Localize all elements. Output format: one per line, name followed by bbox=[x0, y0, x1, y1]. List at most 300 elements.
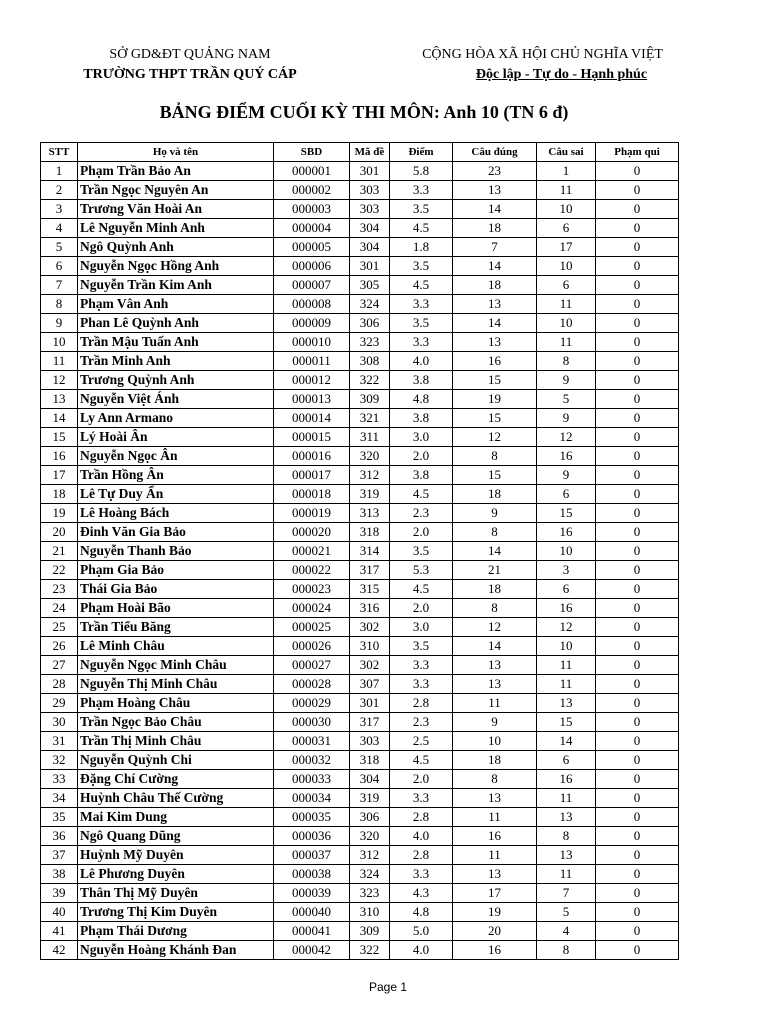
cell-violation: 0 bbox=[596, 561, 679, 580]
cell-score: 4.3 bbox=[390, 884, 453, 903]
cell-sbd: 000041 bbox=[274, 922, 350, 941]
table-row bbox=[41, 523, 679, 542]
table-row bbox=[41, 485, 679, 504]
cell-exam-code: 318 bbox=[350, 523, 390, 542]
cell-name: Phạm Thái Dương bbox=[78, 922, 274, 941]
cell-name: Lê Hoàng Bách bbox=[78, 504, 274, 523]
cell-name: Trương Văn Hoài An bbox=[78, 200, 274, 219]
cell-sbd: 000006 bbox=[274, 257, 350, 276]
cell-wrong: 16 bbox=[537, 523, 596, 542]
cell-sbd: 000034 bbox=[274, 789, 350, 808]
cell-wrong: 10 bbox=[537, 542, 596, 561]
cell-sbd: 000031 bbox=[274, 732, 350, 751]
column-header-stt: STT bbox=[41, 143, 78, 162]
cell-sbd: 000022 bbox=[274, 561, 350, 580]
cell-sbd: 000027 bbox=[274, 656, 350, 675]
school-name: TRƯỜNG THPT TRẦN QUÝ CÁP bbox=[83, 67, 297, 82]
cell-stt: 18 bbox=[41, 485, 78, 504]
cell-score: 3.8 bbox=[390, 371, 453, 390]
cell-sbd: 000005 bbox=[274, 238, 350, 257]
cell-wrong: 10 bbox=[537, 637, 596, 656]
cell-correct: 8 bbox=[453, 447, 537, 466]
table-row bbox=[41, 580, 679, 599]
cell-wrong: 16 bbox=[537, 599, 596, 618]
cell-exam-code: 304 bbox=[350, 238, 390, 257]
table-row bbox=[41, 371, 679, 390]
cell-sbd: 000018 bbox=[274, 485, 350, 504]
cell-stt: 26 bbox=[41, 637, 78, 656]
cell-correct: 15 bbox=[453, 371, 537, 390]
cell-violation: 0 bbox=[596, 504, 679, 523]
cell-name: Huỳnh Mỹ Duyên bbox=[78, 846, 274, 865]
cell-stt: 9 bbox=[41, 314, 78, 333]
cell-correct: 14 bbox=[453, 314, 537, 333]
cell-name: Lê Phương Duyên bbox=[78, 865, 274, 884]
cell-exam-code: 312 bbox=[350, 846, 390, 865]
cell-sbd: 000032 bbox=[274, 751, 350, 770]
cell-exam-code: 310 bbox=[350, 903, 390, 922]
cell-wrong: 13 bbox=[537, 808, 596, 827]
cell-stt: 23 bbox=[41, 580, 78, 599]
cell-correct: 10 bbox=[453, 732, 537, 751]
cell-score: 2.8 bbox=[390, 846, 453, 865]
cell-name: Mai Kim Dung bbox=[78, 808, 274, 827]
cell-exam-code: 303 bbox=[350, 200, 390, 219]
cell-wrong: 14 bbox=[537, 732, 596, 751]
cell-stt: 22 bbox=[41, 561, 78, 580]
cell-sbd: 000016 bbox=[274, 447, 350, 466]
national-motto: Độc lập - Tự do - Hạnh phúc bbox=[475, 67, 648, 82]
cell-sbd: 000038 bbox=[274, 865, 350, 884]
cell-violation: 0 bbox=[596, 523, 679, 542]
cell-stt: 21 bbox=[41, 542, 78, 561]
cell-exam-code: 320 bbox=[350, 827, 390, 846]
cell-exam-code: 310 bbox=[350, 637, 390, 656]
cell-stt: 5 bbox=[41, 238, 78, 257]
cell-wrong: 1 bbox=[537, 162, 596, 181]
cell-score: 5.0 bbox=[390, 922, 453, 941]
cell-violation: 0 bbox=[596, 276, 679, 295]
cell-exam-code: 305 bbox=[350, 276, 390, 295]
cell-name: Phạm Hoàng Châu bbox=[78, 694, 274, 713]
department-name: SỞ GD&ĐT QUẢNG NAM bbox=[109, 47, 271, 62]
cell-stt: 39 bbox=[41, 884, 78, 903]
cell-sbd: 000035 bbox=[274, 808, 350, 827]
cell-score: 2.0 bbox=[390, 599, 453, 618]
cell-score: 4.8 bbox=[390, 903, 453, 922]
cell-exam-code: 311 bbox=[350, 428, 390, 447]
table-row bbox=[41, 656, 679, 675]
cell-wrong: 11 bbox=[537, 295, 596, 314]
table-row bbox=[41, 428, 679, 447]
cell-name: Nguyễn Ngọc Hồng Anh bbox=[78, 257, 274, 276]
cell-exam-code: 315 bbox=[350, 580, 390, 599]
cell-sbd: 000019 bbox=[274, 504, 350, 523]
cell-exam-code: 304 bbox=[350, 219, 390, 238]
table-row bbox=[41, 865, 679, 884]
cell-wrong: 9 bbox=[537, 466, 596, 485]
cell-wrong: 6 bbox=[537, 580, 596, 599]
cell-violation: 0 bbox=[596, 732, 679, 751]
cell-violation: 0 bbox=[596, 200, 679, 219]
cell-name: Trần Ngọc Nguyên An bbox=[78, 181, 274, 200]
grades-table bbox=[40, 142, 679, 960]
cell-sbd: 000037 bbox=[274, 846, 350, 865]
cell-score: 3.5 bbox=[390, 257, 453, 276]
cell-sbd: 000023 bbox=[274, 580, 350, 599]
cell-violation: 0 bbox=[596, 333, 679, 352]
cell-violation: 0 bbox=[596, 789, 679, 808]
page-title: BẢNG ĐIỂM CUỐI KỲ THI MÔN: Anh 10 (TN 6 đ) bbox=[159, 102, 569, 122]
table-row bbox=[41, 409, 679, 428]
cell-correct: 13 bbox=[453, 656, 537, 675]
table-row bbox=[41, 162, 679, 181]
cell-violation: 0 bbox=[596, 694, 679, 713]
cell-exam-code: 319 bbox=[350, 789, 390, 808]
cell-exam-code: 323 bbox=[350, 884, 390, 903]
cell-correct: 18 bbox=[453, 219, 537, 238]
cell-exam-code: 303 bbox=[350, 732, 390, 751]
cell-wrong: 10 bbox=[537, 314, 596, 333]
cell-score: 4.0 bbox=[390, 827, 453, 846]
cell-sbd: 000021 bbox=[274, 542, 350, 561]
cell-sbd: 000010 bbox=[274, 333, 350, 352]
cell-violation: 0 bbox=[596, 371, 679, 390]
cell-violation: 0 bbox=[596, 903, 679, 922]
cell-correct: 13 bbox=[453, 181, 537, 200]
cell-correct: 13 bbox=[453, 865, 537, 884]
cell-score: 4.5 bbox=[390, 751, 453, 770]
cell-sbd: 000028 bbox=[274, 675, 350, 694]
cell-stt: 30 bbox=[41, 713, 78, 732]
cell-violation: 0 bbox=[596, 922, 679, 941]
cell-exam-code: 319 bbox=[350, 485, 390, 504]
cell-name: Ngô Quỳnh Anh bbox=[78, 238, 274, 257]
cell-sbd: 000002 bbox=[274, 181, 350, 200]
cell-sbd: 000013 bbox=[274, 390, 350, 409]
cell-correct: 11 bbox=[453, 694, 537, 713]
cell-score: 2.0 bbox=[390, 770, 453, 789]
table-row bbox=[41, 732, 679, 751]
table-row bbox=[41, 846, 679, 865]
cell-score: 2.3 bbox=[390, 504, 453, 523]
cell-score: 3.0 bbox=[390, 428, 453, 447]
table-row bbox=[41, 713, 679, 732]
cell-exam-code: 306 bbox=[350, 314, 390, 333]
cell-correct: 14 bbox=[453, 200, 537, 219]
column-header-violation: Phạm qui bbox=[596, 143, 679, 162]
cell-stt: 36 bbox=[41, 827, 78, 846]
cell-stt: 4 bbox=[41, 219, 78, 238]
cell-violation: 0 bbox=[596, 181, 679, 200]
table-row bbox=[41, 675, 679, 694]
cell-stt: 28 bbox=[41, 675, 78, 694]
cell-violation: 0 bbox=[596, 314, 679, 333]
cell-score: 4.5 bbox=[390, 580, 453, 599]
cell-stt: 17 bbox=[41, 466, 78, 485]
table-row bbox=[41, 181, 679, 200]
cell-exam-code: 304 bbox=[350, 770, 390, 789]
cell-stt: 2 bbox=[41, 181, 78, 200]
table-row bbox=[41, 808, 679, 827]
cell-wrong: 13 bbox=[537, 694, 596, 713]
cell-stt: 31 bbox=[41, 732, 78, 751]
cell-exam-code: 322 bbox=[350, 371, 390, 390]
cell-wrong: 11 bbox=[537, 865, 596, 884]
cell-stt: 24 bbox=[41, 599, 78, 618]
table-body bbox=[41, 162, 679, 960]
cell-wrong: 6 bbox=[537, 219, 596, 238]
cell-exam-code: 321 bbox=[350, 409, 390, 428]
table-row bbox=[41, 542, 679, 561]
cell-exam-code: 306 bbox=[350, 808, 390, 827]
cell-wrong: 6 bbox=[537, 751, 596, 770]
cell-violation: 0 bbox=[596, 257, 679, 276]
cell-correct: 9 bbox=[453, 504, 537, 523]
cell-sbd: 000012 bbox=[274, 371, 350, 390]
cell-stt: 8 bbox=[41, 295, 78, 314]
cell-exam-code: 302 bbox=[350, 656, 390, 675]
cell-violation: 0 bbox=[596, 542, 679, 561]
page-number: Page 1 bbox=[368, 980, 408, 994]
cell-correct: 21 bbox=[453, 561, 537, 580]
cell-exam-code: 312 bbox=[350, 466, 390, 485]
cell-score: 3.3 bbox=[390, 675, 453, 694]
cell-name: Nguyễn Thanh Bảo bbox=[78, 542, 274, 561]
cell-wrong: 3 bbox=[537, 561, 596, 580]
cell-exam-code: 317 bbox=[350, 561, 390, 580]
cell-sbd: 000024 bbox=[274, 599, 350, 618]
cell-violation: 0 bbox=[596, 238, 679, 257]
cell-stt: 27 bbox=[41, 656, 78, 675]
cell-stt: 35 bbox=[41, 808, 78, 827]
table-row bbox=[41, 295, 679, 314]
cell-correct: 16 bbox=[453, 352, 537, 371]
cell-stt: 40 bbox=[41, 903, 78, 922]
table-row bbox=[41, 903, 679, 922]
table-row bbox=[41, 827, 679, 846]
table-row bbox=[41, 751, 679, 770]
cell-correct: 13 bbox=[453, 333, 537, 352]
cell-name: Trần Hồng Ân bbox=[78, 466, 274, 485]
column-header-correct: Câu đúng bbox=[453, 143, 537, 162]
cell-wrong: 8 bbox=[537, 827, 596, 846]
cell-sbd: 000030 bbox=[274, 713, 350, 732]
cell-correct: 18 bbox=[453, 580, 537, 599]
cell-stt: 32 bbox=[41, 751, 78, 770]
cell-score: 3.3 bbox=[390, 865, 453, 884]
cell-violation: 0 bbox=[596, 409, 679, 428]
cell-name: Trần Tiểu Băng bbox=[78, 618, 274, 637]
cell-wrong: 15 bbox=[537, 713, 596, 732]
cell-violation: 0 bbox=[596, 751, 679, 770]
cell-name: Huỳnh Châu Thế Cường bbox=[78, 789, 274, 808]
cell-name: Thái Gia Bảo bbox=[78, 580, 274, 599]
cell-stt: 25 bbox=[41, 618, 78, 637]
cell-violation: 0 bbox=[596, 390, 679, 409]
cell-violation: 0 bbox=[596, 295, 679, 314]
cell-name: Phạm Hoài Bão bbox=[78, 599, 274, 618]
cell-stt: 7 bbox=[41, 276, 78, 295]
table-row bbox=[41, 789, 679, 808]
cell-correct: 16 bbox=[453, 827, 537, 846]
cell-name: Đinh Văn Gia Bảo bbox=[78, 523, 274, 542]
cell-exam-code: 323 bbox=[350, 333, 390, 352]
cell-name: Thân Thị Mỹ Duyên bbox=[78, 884, 274, 903]
cell-exam-code: 307 bbox=[350, 675, 390, 694]
cell-name: Nguyễn Thị Minh Châu bbox=[78, 675, 274, 694]
cell-violation: 0 bbox=[596, 865, 679, 884]
table-row bbox=[41, 257, 679, 276]
cell-sbd: 000020 bbox=[274, 523, 350, 542]
cell-correct: 23 bbox=[453, 162, 537, 181]
cell-wrong: 12 bbox=[537, 428, 596, 447]
table-row bbox=[41, 941, 679, 960]
cell-name: Ngô Quang Dũng bbox=[78, 827, 274, 846]
cell-exam-code: 322 bbox=[350, 941, 390, 960]
cell-wrong: 8 bbox=[537, 352, 596, 371]
cell-score: 3.3 bbox=[390, 333, 453, 352]
cell-violation: 0 bbox=[596, 656, 679, 675]
cell-violation: 0 bbox=[596, 447, 679, 466]
cell-score: 2.8 bbox=[390, 808, 453, 827]
cell-correct: 20 bbox=[453, 922, 537, 941]
cell-name: Nguyễn Quỳnh Chi bbox=[78, 751, 274, 770]
cell-stt: 1 bbox=[41, 162, 78, 181]
cell-score: 5.3 bbox=[390, 561, 453, 580]
table-row bbox=[41, 276, 679, 295]
cell-exam-code: 316 bbox=[350, 599, 390, 618]
cell-violation: 0 bbox=[596, 713, 679, 732]
cell-sbd: 000009 bbox=[274, 314, 350, 333]
cell-violation: 0 bbox=[596, 637, 679, 656]
cell-name: Nguyễn Hoàng Khánh Đan bbox=[78, 941, 274, 960]
cell-wrong: 7 bbox=[537, 884, 596, 903]
national-header bbox=[395, 45, 690, 85]
column-header-sbd: SBD bbox=[274, 143, 350, 162]
cell-wrong: 6 bbox=[537, 485, 596, 504]
cell-stt: 33 bbox=[41, 770, 78, 789]
cell-correct: 17 bbox=[453, 884, 537, 903]
cell-sbd: 000007 bbox=[274, 276, 350, 295]
cell-exam-code: 314 bbox=[350, 542, 390, 561]
cell-score: 2.0 bbox=[390, 523, 453, 542]
cell-wrong: 10 bbox=[537, 200, 596, 219]
cell-violation: 0 bbox=[596, 428, 679, 447]
cell-score: 4.5 bbox=[390, 219, 453, 238]
cell-correct: 18 bbox=[453, 276, 537, 295]
cell-sbd: 000026 bbox=[274, 637, 350, 656]
table-row bbox=[41, 352, 679, 371]
cell-exam-code: 324 bbox=[350, 865, 390, 884]
cell-score: 1.8 bbox=[390, 238, 453, 257]
cell-wrong: 11 bbox=[537, 789, 596, 808]
cell-violation: 0 bbox=[596, 219, 679, 238]
cell-name: Lê Tự Duy Ẩn bbox=[78, 485, 274, 504]
cell-violation: 0 bbox=[596, 162, 679, 181]
cell-name: Nguyễn Ngọc Minh Châu bbox=[78, 656, 274, 675]
cell-stt: 41 bbox=[41, 922, 78, 941]
cell-wrong: 11 bbox=[537, 656, 596, 675]
cell-wrong: 17 bbox=[537, 238, 596, 257]
cell-stt: 14 bbox=[41, 409, 78, 428]
table-row bbox=[41, 447, 679, 466]
cell-score: 3.3 bbox=[390, 789, 453, 808]
cell-score: 2.5 bbox=[390, 732, 453, 751]
cell-exam-code: 308 bbox=[350, 352, 390, 371]
cell-stt: 3 bbox=[41, 200, 78, 219]
cell-correct: 18 bbox=[453, 751, 537, 770]
cell-correct: 14 bbox=[453, 637, 537, 656]
cell-score: 3.8 bbox=[390, 466, 453, 485]
cell-name: Phạm Gia Bảo bbox=[78, 561, 274, 580]
cell-correct: 8 bbox=[453, 770, 537, 789]
cell-stt: 20 bbox=[41, 523, 78, 542]
cell-violation: 0 bbox=[596, 618, 679, 637]
cell-wrong: 4 bbox=[537, 922, 596, 941]
cell-exam-code: 309 bbox=[350, 922, 390, 941]
cell-stt: 12 bbox=[41, 371, 78, 390]
table-row bbox=[41, 884, 679, 903]
cell-exam-code: 313 bbox=[350, 504, 390, 523]
cell-sbd: 000040 bbox=[274, 903, 350, 922]
table-row bbox=[41, 466, 679, 485]
cell-correct: 14 bbox=[453, 257, 537, 276]
column-header-name: Họ và tên bbox=[78, 143, 274, 162]
cell-wrong: 16 bbox=[537, 770, 596, 789]
cell-name: Trần Minh Anh bbox=[78, 352, 274, 371]
cell-score: 4.0 bbox=[390, 352, 453, 371]
cell-score: 4.5 bbox=[390, 276, 453, 295]
table-row bbox=[41, 618, 679, 637]
cell-score: 4.5 bbox=[390, 485, 453, 504]
cell-score: 5.8 bbox=[390, 162, 453, 181]
column-header-score: Điểm bbox=[390, 143, 453, 162]
cell-name: Nguyễn Ngọc Ân bbox=[78, 447, 274, 466]
cell-score: 3.5 bbox=[390, 314, 453, 333]
cell-stt: 38 bbox=[41, 865, 78, 884]
cell-name: Trương Thị Kim Duyên bbox=[78, 903, 274, 922]
table-row bbox=[41, 314, 679, 333]
cell-sbd: 000036 bbox=[274, 827, 350, 846]
cell-stt: 34 bbox=[41, 789, 78, 808]
cell-stt: 6 bbox=[41, 257, 78, 276]
cell-violation: 0 bbox=[596, 599, 679, 618]
cell-name: Phan Lê Quỳnh Anh bbox=[78, 314, 274, 333]
cell-sbd: 000001 bbox=[274, 162, 350, 181]
cell-violation: 0 bbox=[596, 884, 679, 903]
cell-name: Nguyễn Trần Kim Anh bbox=[78, 276, 274, 295]
cell-stt: 16 bbox=[41, 447, 78, 466]
cell-exam-code: 301 bbox=[350, 694, 390, 713]
cell-correct: 11 bbox=[453, 846, 537, 865]
cell-correct: 8 bbox=[453, 599, 537, 618]
table-row bbox=[41, 694, 679, 713]
cell-wrong: 8 bbox=[537, 941, 596, 960]
cell-stt: 42 bbox=[41, 941, 78, 960]
cell-correct: 12 bbox=[453, 428, 537, 447]
cell-wrong: 5 bbox=[537, 903, 596, 922]
cell-correct: 13 bbox=[453, 295, 537, 314]
cell-violation: 0 bbox=[596, 846, 679, 865]
cell-score: 3.3 bbox=[390, 181, 453, 200]
cell-name: Trần Mậu Tuấn Anh bbox=[78, 333, 274, 352]
table-row bbox=[41, 770, 679, 789]
cell-wrong: 9 bbox=[537, 409, 596, 428]
cell-sbd: 000029 bbox=[274, 694, 350, 713]
cell-score: 3.5 bbox=[390, 542, 453, 561]
cell-exam-code: 303 bbox=[350, 181, 390, 200]
